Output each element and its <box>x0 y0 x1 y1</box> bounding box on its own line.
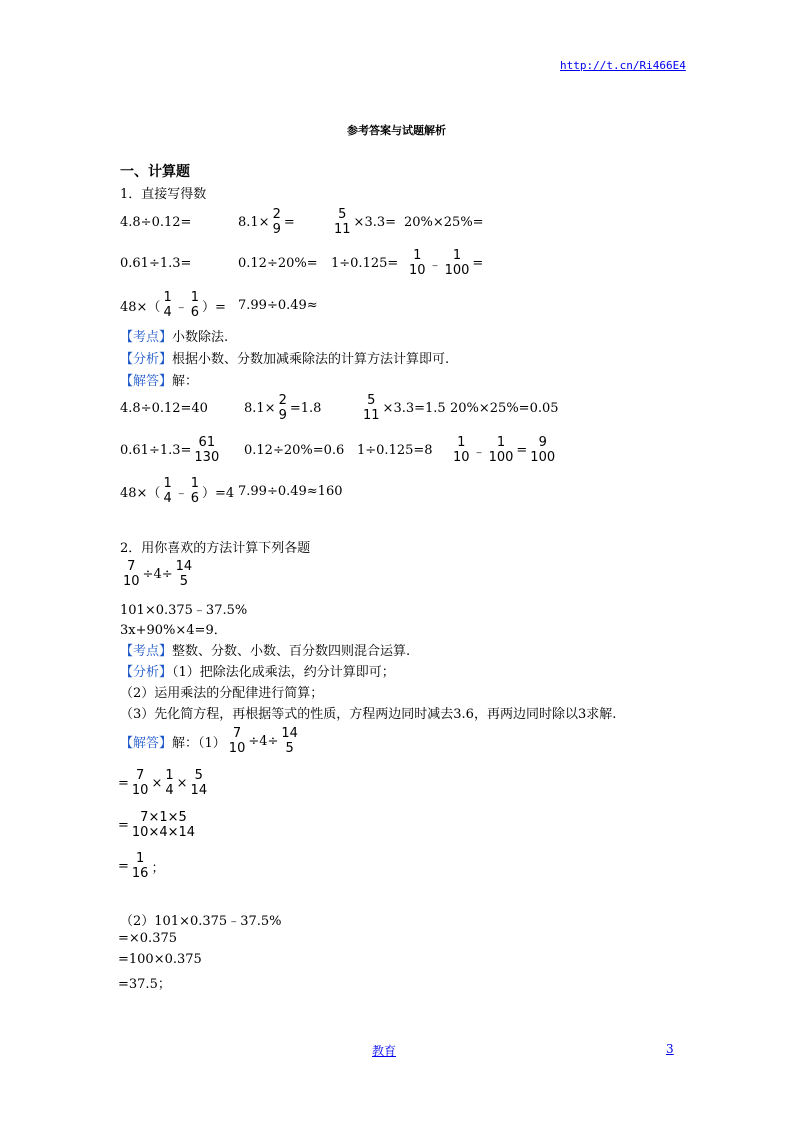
q2-part2-line-3: =100×0.375 <box>118 952 202 967</box>
fraction: 1 4 <box>163 290 172 320</box>
fraction: 7 10 <box>228 726 246 756</box>
q1-answer-row-2-b <box>244 433 344 467</box>
expr: ×3.3=1.5 <box>382 400 446 416</box>
q1-problem-row-2-b <box>238 246 318 280</box>
expr: = <box>472 255 484 271</box>
q1-problem-row-3-a <box>120 288 226 322</box>
q1-problem-row-2-d <box>406 246 483 280</box>
q2-step-2 <box>118 766 210 800</box>
fenxi-text: （1）把除法化成乘法，约分计算即可； <box>172 665 395 680</box>
fenxi-tag: 【分析】 <box>120 665 173 680</box>
q1-problem-row-2-a <box>120 246 191 280</box>
expr: × <box>176 775 188 791</box>
q1-answer-row-2-c <box>357 433 433 467</box>
jieda-tag: 【解答】 <box>120 735 173 751</box>
q2-part2-line-2: =×0.375 <box>118 931 178 946</box>
q2-fenxi <box>120 661 395 680</box>
jieda-tag: 【解答】 <box>120 374 173 389</box>
fraction: 7 10 <box>131 768 149 798</box>
q1-fenxi <box>120 348 449 367</box>
expr: = <box>118 775 129 791</box>
expr: ﹣ <box>428 257 442 273</box>
q2-stem: 2．用你喜欢的方法计算下列各题 <box>120 541 311 556</box>
expr: 4.8÷0.12=40 <box>120 400 208 416</box>
q1-problem-row-1 <box>120 205 191 239</box>
fraction: 1 10 <box>409 248 426 278</box>
expr: =1.8 <box>289 400 322 416</box>
expr: 7.99÷0.49≈ <box>238 297 318 313</box>
header-url-link[interactable]: http://t.cn/Ri466E4 <box>560 59 686 72</box>
q1-problem-row-1-b <box>238 205 295 239</box>
expr: ）= <box>202 299 226 315</box>
q1-problem-row-2-c <box>331 246 398 280</box>
q2-jieda <box>120 724 301 758</box>
expr: 0.61÷1.3= <box>120 255 192 271</box>
q2-part2-line-1: （2）101×0.375﹣37.5% <box>120 914 282 929</box>
expr: = <box>516 442 528 458</box>
expr: 0.12÷20%= <box>238 255 318 271</box>
fraction: 5 11 <box>334 207 351 237</box>
section-heading: 一、计算题 <box>120 164 190 180</box>
expr: 0.61÷1.3= <box>120 442 192 458</box>
expr: ﹣ <box>174 299 188 315</box>
q2-expr-1 <box>120 557 195 591</box>
q1-kaodian <box>120 326 228 345</box>
expr: ÷4÷ <box>142 566 173 582</box>
expr: 0.12÷20%=0.6 <box>244 442 345 458</box>
q1-jieda <box>120 370 198 389</box>
expr: 8.1× <box>244 400 276 416</box>
expr: 48×（ <box>120 299 161 315</box>
fraction: 7×1×5 10×4×14 <box>131 810 196 840</box>
q2-step-3 <box>118 808 198 842</box>
fenxi-text: 根据小数、分数加减乘除法的计算方法计算即可. <box>172 352 450 367</box>
q1-answer-row-1-d <box>450 391 559 425</box>
q1-answer-row-1-c <box>360 391 446 425</box>
kaodian-tag: 【考点】 <box>120 644 173 659</box>
kaodian-text: 小数除法. <box>172 330 229 345</box>
expr: ﹣ <box>174 485 188 501</box>
page-number: 3 <box>666 1042 674 1056</box>
expr: 20%×25%=0.05 <box>450 400 559 416</box>
q2-expr-3: 3x+90%×4=9． <box>120 623 227 638</box>
expr: = <box>283 214 295 230</box>
q2-fenxi-line-2: （2）运用乘法的分配律进行简算； <box>120 686 324 701</box>
fraction: 1 6 <box>190 476 200 506</box>
fraction: 1 6 <box>190 290 200 320</box>
fraction: 1 100 <box>488 435 514 465</box>
fraction: 1 16 <box>131 851 149 881</box>
q1-problem-row-3-b <box>238 288 318 322</box>
fraction: 2 9 <box>278 393 287 423</box>
expr: 48×（ <box>120 485 161 501</box>
fraction: 61 130 <box>194 435 220 465</box>
expr: ）=4 <box>202 485 235 501</box>
fraction: 1 4 <box>163 476 172 506</box>
kaodian-text: 整数、分数、小数、百分数四则混合运算. <box>172 644 411 659</box>
expr: ； <box>151 860 165 876</box>
jieda-text: 解： <box>172 374 199 389</box>
fraction: 14 5 <box>281 726 298 756</box>
q1-answer-row-2-a <box>120 433 222 467</box>
q2-expr-2: 101×0.375﹣37.5% <box>120 603 248 618</box>
expr: ﹣ <box>472 444 486 460</box>
expr: × <box>151 775 163 791</box>
fraction: 9 100 <box>530 435 556 465</box>
expr: 1÷0.125= <box>331 255 399 271</box>
expr: 4.8÷0.12= <box>120 214 192 230</box>
q1-answer-row-3-a <box>120 474 234 508</box>
expr: 7.99÷0.49≈160 <box>238 483 343 499</box>
fraction: 5 11 <box>363 393 380 423</box>
expr: = <box>118 858 129 874</box>
fraction: 5 14 <box>190 768 208 798</box>
fenxi-tag: 【分析】 <box>120 352 173 367</box>
q1-problem-row-1-d <box>404 205 484 239</box>
expr: 1÷0.125=8 <box>357 442 433 458</box>
q1-answer-row-1-b <box>244 391 321 425</box>
q1-stem: 1．直接写得数 <box>120 187 207 202</box>
q1-answer-row-1-a <box>120 391 208 425</box>
expr: ×3.3= <box>353 214 397 230</box>
expr: 8.1× <box>238 214 270 230</box>
fraction: 2 9 <box>272 207 281 237</box>
fraction: 14 5 <box>175 559 193 589</box>
kaodian-tag: 【考点】 <box>120 330 173 345</box>
fraction: 1 10 <box>453 435 470 465</box>
footer-link[interactable]: 教育 <box>372 1044 397 1058</box>
expr: ÷4÷ <box>248 733 279 749</box>
q1-answer-row-3-b <box>238 474 343 508</box>
fraction: 1 4 <box>165 768 174 798</box>
expr: 20%×25%= <box>404 214 484 230</box>
q1-answer-row-2-d <box>450 433 558 467</box>
q2-kaodian <box>120 640 410 659</box>
q1-problem-row-1-c <box>331 205 396 239</box>
fraction: 7 10 <box>123 559 140 589</box>
expr: = <box>118 817 129 833</box>
fraction: 1 100 <box>444 248 470 278</box>
jieda-text: 解：（1） <box>172 735 226 751</box>
q2-part2-line-4: =37.5； <box>118 977 171 992</box>
q2-fenxi-line-3: （3）先化简方程，再根据等式的性质，方程两边同时减去3.6，再两边同时除以3求解. <box>120 707 617 722</box>
q2-step-4 <box>118 849 164 883</box>
page-title: 参考答案与试题解析 <box>347 124 446 137</box>
